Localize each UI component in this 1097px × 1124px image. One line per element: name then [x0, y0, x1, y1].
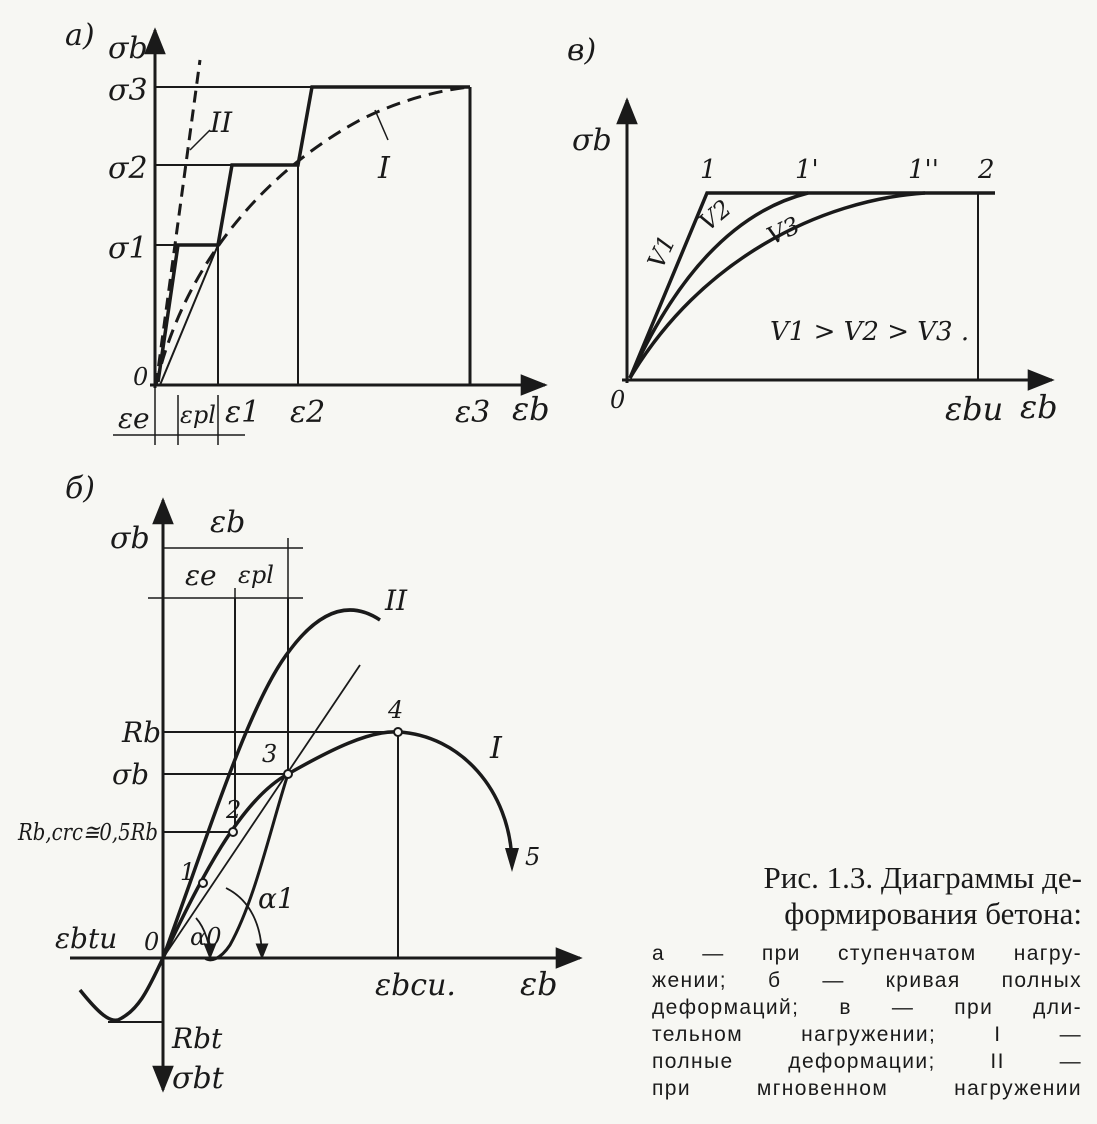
panel-v-rate-V3: V3 [762, 211, 805, 251]
caption-line-5: полные деформации; II — [652, 1050, 1082, 1073]
panel-a-origin-label: 0 [133, 363, 149, 391]
panel-v-rate-V1: V1 [642, 231, 682, 273]
panel-b-point-2-marker [229, 828, 237, 836]
panel-b-point-5-arrow [505, 848, 519, 872]
panel-a-label: а) [65, 18, 95, 53]
caption-line-3: деформаций; в — при дли- [652, 996, 1082, 1019]
caption-line-2: жении; б — кривая полных [652, 969, 1082, 992]
panel-a-strain-1: ε1 [225, 395, 261, 430]
panel-v-point-2: 2 [978, 155, 995, 185]
panel-a [65, 18, 550, 445]
panel-v-y-axis-label: σb [572, 123, 612, 158]
caption-line-6: при мгновенном нагружении [652, 1077, 1082, 1100]
panel-a-strain-2: ε2 [290, 395, 326, 430]
caption-line-1: а — при ступенчатом нагру- [652, 942, 1082, 965]
panel-b-origin-label: 0 [144, 928, 160, 956]
panel-b-angle-0-label: α0 [190, 923, 222, 951]
panel-v-x-axis-label: εb [1020, 388, 1058, 426]
panel-a-curve-I-label: I [378, 151, 390, 186]
panel-b-ultimate-strain-label: εbcu. [375, 968, 456, 1003]
panel-a-strain-3: ε3 [455, 395, 491, 430]
panel-v-point-1pp: 1'' [908, 155, 939, 185]
panel-b-angle-arc-1 [226, 888, 262, 958]
panel-b-point-5: 5 [525, 843, 541, 871]
panel-b-tension-strength-label: Rbt [172, 1022, 223, 1055]
figure-caption [652, 860, 1082, 1102]
panel-b-point-1-marker [199, 879, 207, 887]
panel-b-point-4-marker [394, 728, 402, 736]
panel-b-strain-top-label: εb [210, 505, 246, 540]
panel-a-sigma-3: σ3 [108, 73, 148, 108]
panel-b-curve-I-label: I [490, 731, 502, 766]
panel-a-sigma-2: σ2 [108, 151, 148, 186]
panel-b-point-2: 2 [226, 796, 242, 824]
caption-title-line-1: Рис. 1.3. Диаграммы де- [763, 860, 1082, 895]
panel-v-label: в) [567, 33, 597, 68]
panel-b-point-1: 1 [180, 858, 196, 886]
panel-b-y-axis-neg-label: σbt [172, 1061, 224, 1096]
panel-b-y-axis-label: σb [110, 521, 150, 556]
panel-b-point-3: 3 [262, 740, 278, 768]
panel-a-elastic-label: εe [118, 402, 150, 435]
panel-b-curve-II-label: II [385, 584, 408, 617]
panel-a-leader-I [375, 110, 388, 140]
panel-b-stress-sb: σb [112, 758, 150, 791]
panel-v-rate-V2: V2 [693, 194, 737, 237]
caption-title-line-2: формирования бетона: [784, 896, 1082, 931]
caption-title [652, 860, 1082, 932]
panel-b [17, 471, 580, 1096]
panel-v-origin-label: 0 [610, 386, 626, 414]
panel-v-point-1: 1 [700, 155, 717, 185]
panel-b-stress-Rb: Rb [122, 716, 162, 749]
panel-v-inequality: V1 > V2 > V3 . [770, 317, 970, 347]
panel-v-point-1p: 1' [795, 155, 819, 185]
panel-b-label: б) [65, 471, 96, 506]
panel-b-plastic-label: εpl [238, 561, 274, 589]
panel-b-elastic-label: εe [185, 559, 217, 592]
panel-a-curve-I [156, 87, 470, 385]
panel-a-curve-II [156, 60, 200, 385]
panel-a-leader-II [190, 130, 210, 150]
panel-a-step-curve [158, 87, 470, 382]
panel-a-plastic-label: εpl [180, 401, 216, 429]
panel-a-sigma-1: σ1 [108, 231, 148, 266]
panel-v-ultimate-strain-label: εbu [945, 390, 1004, 428]
panel-a-curve-II-label: II [210, 106, 233, 139]
panel-b-stress-crc: Rb,crc≅0,5Rb [17, 820, 158, 846]
panel-b-point-3-marker [284, 770, 292, 778]
panel-v [567, 33, 1058, 428]
panel-b-x-axis-label: εb [520, 965, 558, 1003]
panel-b-angle-1-label: α1 [258, 882, 295, 915]
panel-b-tension-strain-label: εbtu [55, 922, 118, 955]
panel-b-point-4: 4 [388, 696, 404, 724]
panel-a-x-axis-label: εb [512, 390, 550, 428]
panel-a-y-axis-label: σb [108, 31, 148, 66]
caption-line-4: тельном нагружении; I — [652, 1023, 1082, 1046]
